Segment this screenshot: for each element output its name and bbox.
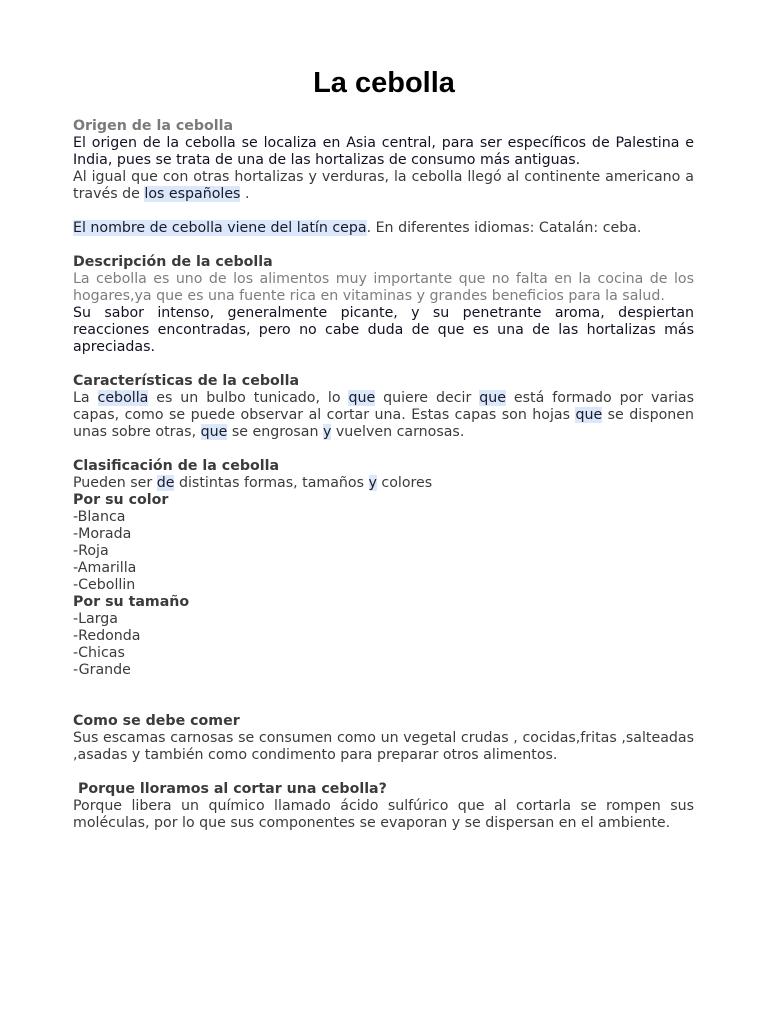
clasif-highlight-1: de xyxy=(156,475,175,491)
caract-text-6: se engrosan xyxy=(227,424,323,440)
origen-p3-highlight: El nombre de cebolla viene del latín cepa xyxy=(73,220,367,236)
origen-paragraph-3 xyxy=(73,220,694,237)
document-body xyxy=(73,118,694,832)
caract-highlight-5: que xyxy=(200,424,228,440)
origen-p2-text-a: Al igual que con otras hortalizas y verduras, la cebolla llegó al continente americano a través de xyxy=(73,169,694,202)
section-heading-clasificacion: Clasificación de la cebolla xyxy=(73,458,280,474)
clasificacion-intro xyxy=(73,475,694,492)
section-heading-descripcion: Descripción de la cebolla xyxy=(73,254,273,270)
descripcion-paragraph-2: Su sabor intenso, generalmente picante, y su penetrante aroma, despiertan reacciones encontradas, pero no cabe duda de que es una de las hortalizas más apreciadas. xyxy=(73,305,694,355)
origen-p3-text-b: . En diferentes idiomas: Catalán: ceba. xyxy=(366,220,642,236)
caract-text-7: vuelven carnosas. xyxy=(331,424,465,440)
spacer xyxy=(73,679,694,713)
caract-highlight-6: y xyxy=(323,424,332,440)
origen-p1-text-a: El origen de la cebolla se localiza en xyxy=(73,135,347,151)
caract-highlight-3: que xyxy=(479,390,506,406)
spacer xyxy=(73,356,694,373)
section-heading-caracteristicas: Características de la cebolla xyxy=(73,373,300,389)
subheading-por-color: Por su color xyxy=(73,492,169,508)
caract-text-4: está formado por varias capas, como se puede observar al cortar una. Estas capas son hojas xyxy=(73,390,694,423)
caract-highlight-2: que xyxy=(348,390,376,406)
list-item-size: -Chicas xyxy=(73,645,125,661)
document-title: La cebolla xyxy=(313,67,455,99)
section-heading-origen: Origen de la cebolla xyxy=(73,118,234,134)
section-heading-comer: Como se debe comer xyxy=(73,713,240,729)
caract-highlight-4: que xyxy=(575,407,603,423)
caract-text-3: quiere decir xyxy=(375,390,480,406)
origen-paragraph-2 xyxy=(73,169,694,203)
section-heading-llorar: Porque lloramos al cortar una cebolla? xyxy=(73,781,387,797)
clasif-highlight-2: y xyxy=(368,475,377,491)
llorar-paragraph: Porque libera un químico llamado ácido sulfúrico que al cortarla se rompen sus moléculas, por lo que sus componentes se evaporan y se dispersan en el ambiente. xyxy=(73,798,694,831)
list-item-color: -Morada xyxy=(73,526,132,542)
list-item-size: -Redonda xyxy=(73,628,141,644)
origen-paragraph-1 xyxy=(73,135,694,169)
caract-highlight-1: cebolla xyxy=(97,390,149,406)
origen-p1-text-c: , pues se trata de una de las hortalizas de consumo más antiguas. xyxy=(107,152,581,168)
spacer xyxy=(73,441,694,458)
origen-p1-text-b: Asia central, para ser específicos de Palestina e India xyxy=(73,135,695,168)
caracteristicas-paragraph xyxy=(73,390,694,441)
origen-p2-highlight: los españoles xyxy=(144,186,241,202)
list-item-color: -Amarilla xyxy=(73,560,137,576)
list-item-color: -Cebollin xyxy=(73,577,136,593)
clasif-text-c: colores xyxy=(376,475,433,491)
spacer xyxy=(73,203,694,220)
caract-text-5: se disponen unas sobre otras, xyxy=(73,407,694,440)
descripcion-paragraph-1: La cebolla es uno de los alimentos muy importante que no falta en la cocina de los hogares,ya que es una fuente rica en vitaminas y grandes beneficios para la salud. xyxy=(73,271,694,304)
caract-text-2: es un bulbo tunicado, lo xyxy=(148,390,349,406)
list-item-size: -Larga xyxy=(73,611,119,627)
comer-paragraph: Sus escamas carnosas se consumen como un vegetal crudas , cocidas,fritas ,salteadas ,asadas y también como condimento para preparar otros alimentos. xyxy=(73,730,694,763)
clasif-text-b: distintas formas, tamaños xyxy=(174,475,369,491)
list-item-color: -Roja xyxy=(73,543,109,559)
list-item-size: -Grande xyxy=(73,662,131,678)
caract-text-1: La xyxy=(73,390,98,406)
clasif-text-a: Pueden ser xyxy=(73,475,157,491)
spacer xyxy=(73,237,694,254)
list-item-color: -Blanca xyxy=(73,509,126,525)
origen-p2-text-b: . xyxy=(240,186,250,202)
subheading-por-tamano: Por su tamaño xyxy=(73,594,190,610)
spacer xyxy=(73,764,694,781)
